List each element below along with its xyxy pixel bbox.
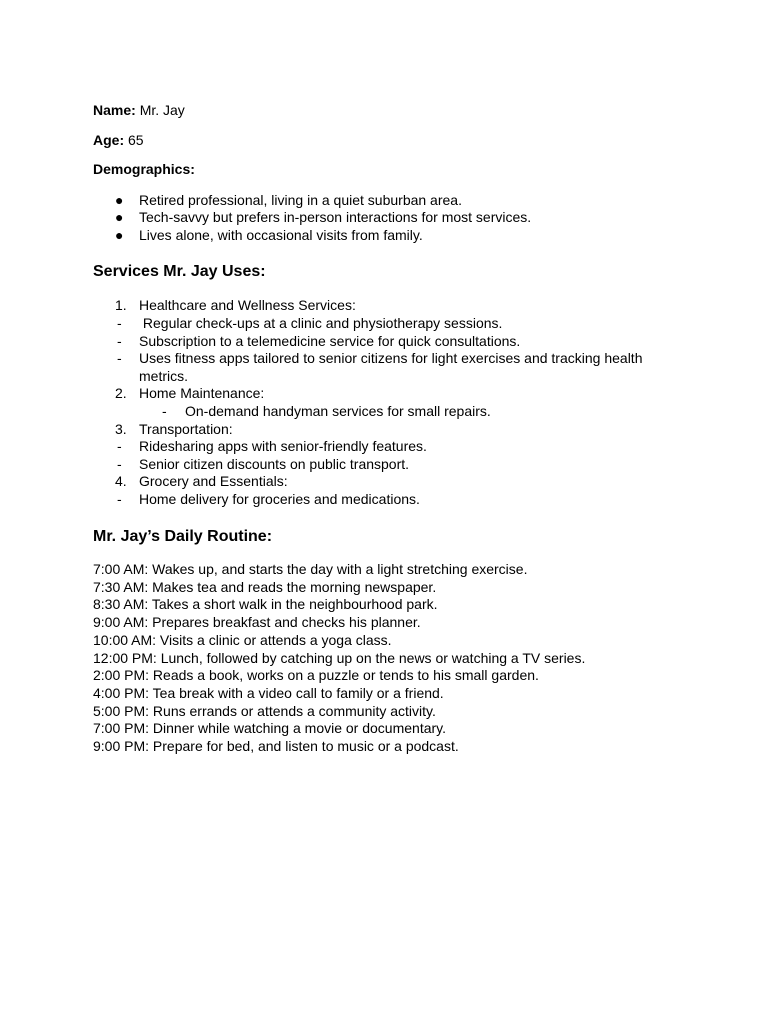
list-marker: - — [117, 438, 122, 454]
demographics-item-text: Lives alone, with occasional visits from family. — [139, 227, 423, 243]
services-line-text: Grocery and Essentials: — [139, 473, 288, 489]
bullet-marker: ● — [115, 227, 124, 243]
demographics-item-text: Retired professional, living in a quiet suburban area. — [139, 192, 462, 208]
list-marker: - — [117, 333, 122, 349]
services-line-text: On-demand handyman services for small repairs. — [185, 403, 491, 419]
routine-item: 4:00 PM: Tea break with a video call to family or a friend. — [93, 684, 444, 701]
age-label: Age: — [93, 132, 125, 148]
name-label: Name: — [93, 102, 136, 118]
list-marker: - — [117, 456, 122, 472]
demographics-label: Demographics: — [93, 161, 195, 177]
services-line-text: Transportation: — [139, 421, 233, 437]
routine-item: 5:00 PM: Runs errands or attends a community activity. — [93, 702, 436, 719]
services-line-text: Senior citizen discounts on public transport. — [139, 456, 410, 472]
name-field — [93, 101, 185, 119]
age-value: 65 — [128, 132, 144, 148]
routine-item: 2:00 PM: Reads a book, works on a puzzle or tends to his small garden. — [93, 667, 539, 684]
routine-item: 12:00 PM: Lunch, followed by catching up on the news or watching a TV series. — [93, 649, 586, 666]
list-marker: 1. — [115, 297, 127, 313]
routine-item: 9:00 AM: Prepares breakfast and checks his planner. — [93, 614, 421, 631]
list-marker: - — [117, 315, 122, 331]
name-value: Mr. Jay — [139, 102, 185, 118]
demographics-item-text: Tech-savvy but prefers in-person interactions for most services. — [139, 209, 532, 225]
list-marker: 3. — [115, 421, 127, 437]
demographics-heading — [93, 160, 195, 178]
routine-item: 8:30 AM: Takes a short walk in the neighbourhood park. — [93, 596, 438, 613]
routine-item: 7:00 PM: Dinner while watching a movie or documentary. — [93, 720, 447, 737]
services-line-text: Subscription to a telemedicine service for quick consultations. — [139, 333, 521, 349]
bullet-marker: ● — [115, 209, 124, 225]
services-line-text: Regular check-ups at a clinic and physiotherapy sessions. — [139, 315, 503, 331]
routine-item: 7:30 AM: Makes tea and reads the morning newspaper. — [93, 578, 437, 595]
services-line-text: Home delivery for groceries and medications. — [139, 491, 420, 507]
services-line-text: Healthcare and Wellness Services: — [139, 297, 356, 313]
list-marker: 2. — [115, 385, 127, 401]
list-marker: 4. — [115, 473, 127, 489]
routine-item: 7:00 AM: Wakes up, and starts the day with a light stretching exercise. — [93, 561, 528, 577]
services-line-text: metrics. — [139, 368, 188, 384]
services-line-text: Home Maintenance: — [139, 385, 265, 401]
services-heading: Services Mr. Jay Uses: — [93, 263, 266, 280]
age-field — [93, 131, 144, 149]
list-marker: - — [162, 403, 167, 419]
routine-item: 10:00 AM: Visits a clinic or attends a yoga class. — [93, 631, 392, 648]
list-marker: - — [117, 491, 122, 507]
services-line-text: Ridesharing apps with senior-friendly features. — [139, 438, 427, 454]
services-line-text: Uses fitness apps tailored to senior citizens for light exercises and tracking health — [139, 350, 643, 366]
bullet-marker: ● — [115, 192, 124, 208]
routine-list — [93, 561, 585, 756]
list-marker: - — [117, 350, 122, 366]
routine-heading: Mr. Jay’s Daily Routine: — [93, 528, 273, 545]
routine-item: 9:00 PM: Prepare for bed, and listen to music or a podcast. — [93, 738, 459, 755]
